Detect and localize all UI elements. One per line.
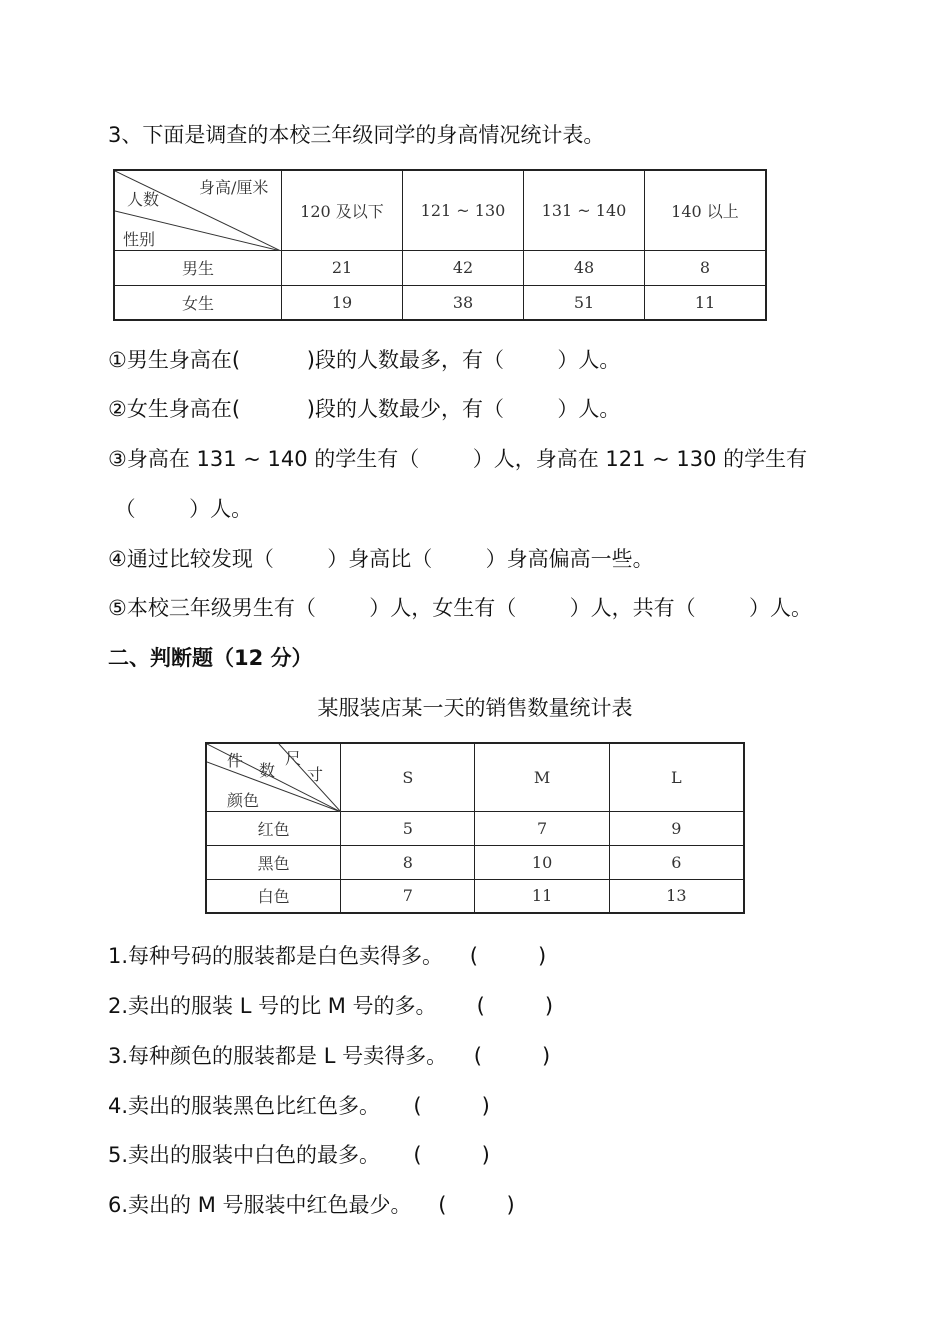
question-5: ⑤本校三年级男生有（ ）人，女生有（ ）人，共有（ ）人。 bbox=[108, 596, 813, 620]
table2-cell: 7 bbox=[341, 879, 475, 913]
table2-corner-count-2: 数 bbox=[259, 761, 276, 780]
table1-corner-count-label: 人数 bbox=[127, 190, 160, 209]
judgment-5: 5.卖出的服装中白色的最多。 ( ) bbox=[108, 1143, 490, 1167]
clothing-sales-table bbox=[205, 742, 745, 914]
table2-caption: 某服装店某一天的销售数量统计表 bbox=[317, 696, 633, 720]
table1-col-header: 120 及以下 bbox=[282, 170, 403, 250]
table2-cell: 7 bbox=[475, 811, 609, 845]
question-3: ③身高在 131 ~ 140 的学生有（ ）人，身高在 121 ~ 130 的学生有 bbox=[108, 447, 808, 471]
table1-cell: 21 bbox=[282, 250, 403, 285]
table-row bbox=[206, 845, 744, 879]
table2-col-header: L bbox=[609, 743, 744, 811]
table2-cell: 8 bbox=[341, 845, 475, 879]
table2-corner-size-2: 寸 bbox=[307, 765, 324, 784]
table1-corner-cell bbox=[114, 170, 282, 250]
table-row bbox=[206, 811, 744, 845]
table2-corner-color: 颜色 bbox=[227, 791, 260, 810]
table1-corner-height-label: 身高/厘米 bbox=[199, 178, 269, 197]
table2-col-header: M bbox=[475, 743, 609, 811]
table2-cell: 13 bbox=[609, 879, 744, 913]
question-2: ②女生身高在( )段的人数最少，有（ ）人。 bbox=[108, 397, 621, 421]
table1-col-header: 121 ~ 130 bbox=[403, 170, 524, 250]
table1-corner-gender-label: 性别 bbox=[123, 230, 156, 249]
table2-cell: 10 bbox=[475, 845, 609, 879]
judgment-3: 3.每种颜色的服装都是 L 号卖得多。 ( ) bbox=[108, 1044, 551, 1068]
table1-cell: 19 bbox=[282, 285, 403, 320]
judgment-6: 6.卖出的 M 号服装中红色最少。 ( ) bbox=[108, 1193, 515, 1217]
table2-row-label: 红色 bbox=[206, 811, 341, 845]
section3-title: 3、下面是调查的本校三年级同学的身高情况统计表。 bbox=[108, 123, 605, 147]
table2-corner-count-1: 件 bbox=[227, 751, 244, 770]
table1-row-label: 女生 bbox=[114, 285, 282, 320]
table1-col-header: 140 以上 bbox=[645, 170, 767, 250]
table1-cell: 48 bbox=[524, 250, 645, 285]
table1-cell: 38 bbox=[403, 285, 524, 320]
judgment-1: 1.每种号码的服装都是白色卖得多。 ( ) bbox=[108, 944, 547, 968]
table2-cell: 11 bbox=[475, 879, 609, 913]
table2-row-label: 白色 bbox=[206, 879, 341, 913]
table-row bbox=[114, 250, 766, 285]
table1-col-header: 131 ~ 140 bbox=[524, 170, 645, 250]
table1-cell: 51 bbox=[524, 285, 645, 320]
table-row bbox=[114, 285, 766, 320]
table2-cell: 9 bbox=[609, 811, 744, 845]
table2-col-header: S bbox=[341, 743, 475, 811]
question-3-continued: （ ）人。 bbox=[108, 497, 253, 521]
section2-heading: 二、判断题（12 分） bbox=[108, 646, 313, 670]
table2-corner-cell bbox=[206, 743, 341, 811]
judgment-2: 2.卖出的服装 L 号的比 M 号的多。 ( ) bbox=[108, 994, 554, 1018]
table1-cell: 42 bbox=[403, 250, 524, 285]
table1-row-label: 男生 bbox=[114, 250, 282, 285]
table2-row-label: 黑色 bbox=[206, 845, 341, 879]
table2-corner-size-1: 尺 bbox=[285, 749, 302, 768]
table2-cell: 6 bbox=[609, 845, 744, 879]
table-row bbox=[206, 879, 744, 913]
height-stats-table bbox=[113, 169, 767, 321]
judgment-4: 4.卖出的服装黑色比红色多。 ( ) bbox=[108, 1094, 490, 1118]
table1-cell: 8 bbox=[645, 250, 767, 285]
question-4: ④通过比较发现（ ）身高比（ ）身高偏高一些。 bbox=[108, 547, 654, 571]
table1-cell: 11 bbox=[645, 285, 767, 320]
question-1: ①男生身高在( )段的人数最多，有（ ）人。 bbox=[108, 348, 621, 372]
table2-cell: 5 bbox=[341, 811, 475, 845]
